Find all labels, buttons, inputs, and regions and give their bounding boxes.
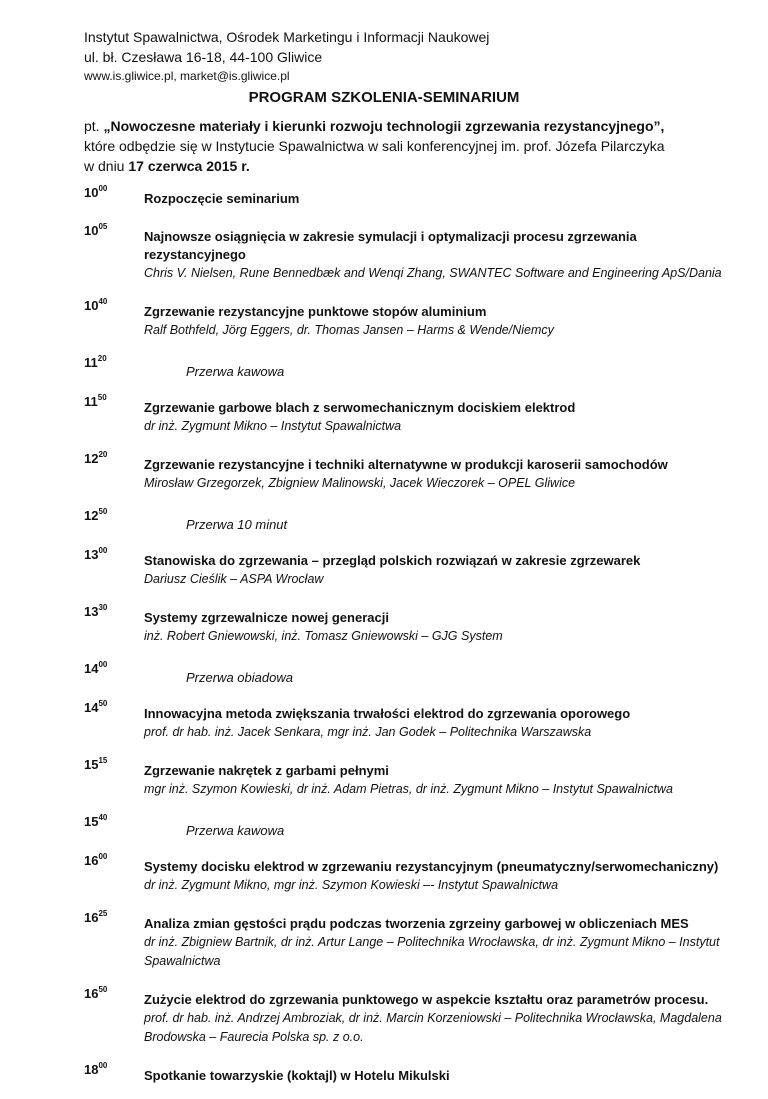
time-hour: 13 (84, 547, 99, 562)
agenda-time (84, 450, 144, 493)
time-hour: 16 (84, 910, 99, 925)
time-minutes: 00 (98, 1061, 108, 1070)
agenda-list (84, 184, 724, 1099)
talk-title: Innowacyjna metoda zwiększania trwałości elektrod do zgrzewania oporowego (144, 706, 631, 721)
agenda-time (84, 660, 144, 685)
time-minutes: 00 (98, 852, 108, 861)
talk-speakers: dr inż. Zygmunt Mikno, mgr inż. Szymon Kowieski –- Instytut Spawalnictwa (144, 878, 559, 892)
agenda-time (84, 354, 144, 379)
talk-title: Spotkanie towarzyskie (koktajl) w Hotelu Mikulski (144, 1068, 450, 1083)
agenda-break-row (84, 660, 724, 685)
agenda-row (84, 297, 724, 340)
intro-prefix: pt. (84, 118, 100, 134)
talk-speakers: Mirosław Grzegorzek, Zbigniew Malinowski, Jacek Wieczorek – OPEL Gliwice (144, 476, 576, 490)
talk-title: Najnowsze osiągnięcia w zakresie symulacji i optymalizacji procesu zgrzewania rezystancyjnego (144, 229, 637, 262)
time-hour: 11 (84, 355, 98, 370)
agenda-content (144, 184, 724, 208)
agenda-time (84, 297, 144, 340)
agenda-row (84, 222, 724, 283)
agenda-time (84, 909, 144, 971)
time-hour: 12 (84, 508, 99, 523)
time-hour: 11 (84, 394, 98, 409)
agenda-time (84, 852, 144, 895)
talk-title: Rozpoczęcie seminarium (144, 191, 300, 206)
time-hour: 16 (84, 986, 99, 1001)
time-minutes: 40 (98, 813, 108, 822)
agenda-time (84, 1061, 144, 1085)
agenda-time (84, 699, 144, 742)
agenda-content (144, 756, 724, 799)
seminar-topic: „Nowoczesne materiały i kierunki rozwoju technologii zgrzewania rezystancyjnego”, (103, 118, 665, 134)
agenda-content (144, 507, 724, 532)
break-label: Przerwa 10 minut (186, 517, 288, 532)
time-minutes: 50 (97, 393, 107, 402)
agenda-row (84, 184, 724, 208)
agenda-content (144, 985, 724, 1047)
break-label: Przerwa obiadowa (186, 670, 293, 685)
time-hour: 13 (84, 604, 99, 619)
talk-speakers: Ralf Bothfeld, Jörg Eggers, dr. Thomas Jansen – Harms & Wende/Niemcy (144, 323, 554, 337)
agenda-content (144, 393, 724, 436)
agenda-time (84, 222, 144, 283)
break-label: Przerwa kawowa (186, 823, 285, 838)
agenda-time (84, 756, 144, 799)
talk-speakers: prof. dr hab. inż. Andrzej Ambroziak, dr inż. Marcin Korzeniowski – Politechnika Wrocławska, Magdalena Brodowska – Faurecia Polska sp. z o.o. (144, 1011, 722, 1044)
time-hour: 12 (84, 451, 99, 466)
time-minutes: 00 (98, 660, 108, 669)
agenda-row (84, 546, 724, 589)
institute-name: Instytut Spawalnictwa, Ośrodek Marketingu i Informacji Naukowej (84, 29, 490, 45)
talk-title: Zgrzewanie garbowe blach z serwomechanicznym dociskiem elektrod (144, 400, 576, 415)
agenda-row (84, 450, 724, 493)
agenda-row (84, 756, 724, 799)
agenda-time (84, 507, 144, 532)
time-minutes: 05 (98, 222, 108, 231)
agenda-content (144, 852, 724, 895)
agenda-break-row (84, 813, 724, 838)
talk-speakers: dr inż. Zygmunt Mikno – Instytut Spawalnictwa (144, 419, 402, 433)
agenda-row (84, 393, 724, 436)
talk-speakers: Chris V. Nielsen, Rune Bennedbæk and Wenqi Zhang, SWANTEC Software and Engineering ApS/Dania (144, 266, 722, 280)
agenda-content (144, 1061, 724, 1085)
agenda-break-row (84, 507, 724, 532)
time-minutes: 30 (98, 603, 108, 612)
agenda-content (144, 450, 724, 493)
institute-contact: www.is.gliwice.pl, market@is.gliwice.pl (84, 69, 290, 83)
agenda-time (84, 813, 144, 838)
agenda-time (84, 393, 144, 436)
agenda-content (144, 660, 724, 685)
agenda-row (84, 985, 724, 1047)
time-minutes: 15 (98, 756, 108, 765)
time-hour: 10 (84, 298, 99, 313)
talk-speakers: inż. Robert Gniewowski, inż. Tomasz Gniewowski – GJG System (144, 629, 503, 643)
talk-title: Systemy zgrzewalnicze nowej generacji (144, 610, 389, 625)
talk-title: Zgrzewanie nakrętek z garbami pełnymi (144, 763, 389, 778)
seminar-date: 17 czerwca 2015 r. (128, 158, 250, 174)
agenda-content (144, 354, 724, 379)
agenda-content (144, 813, 724, 838)
talk-title: Stanowiska do zgrzewania – przegląd polskich rozwiązań w zakresie zgrzewarek (144, 553, 641, 568)
talk-title: Zgrzewanie rezystancyjne i techniki alternatywne w produkcji karoserii samochodów (144, 457, 668, 472)
agenda-time (84, 603, 144, 646)
talk-title: Zgrzewanie rezystancyjne punktowe stopów aluminium (144, 304, 487, 319)
time-hour: 10 (84, 185, 99, 200)
seminar-venue: które odbędzie się w Instytucie Spawalnictwa w sali konferencyjnej im. prof. Józefa Pilarczyka (84, 138, 665, 154)
time-minutes: 00 (98, 184, 108, 193)
program-title: PROGRAM SZKOLENIA-SEMINARIUM (248, 89, 520, 106)
time-minutes: 50 (98, 699, 108, 708)
agenda-row (84, 909, 724, 971)
agenda-break-row (84, 354, 724, 379)
time-hour: 14 (84, 700, 99, 715)
talk-title: Zużycie elektrod do zgrzewania punktowego w aspekcie kształtu oraz parametrów procesu. (144, 992, 709, 1007)
agenda-row (84, 603, 724, 646)
time-hour: 18 (84, 1062, 99, 1077)
talk-title: Systemy docisku elektrod w zgrzewaniu rezystancyjnym (pneumatyczny/serwomechaniczny) (144, 859, 719, 874)
talk-title: Analiza zmian gęstości prądu podczas tworzenia zgrzeiny garbowej w obliczeniach MES (144, 916, 689, 931)
time-minutes: 00 (98, 546, 108, 555)
agenda-content (144, 222, 724, 283)
agenda-time (84, 184, 144, 208)
agenda-content (144, 909, 724, 971)
talk-speakers: Dariusz Cieślik – ASPA Wrocław (144, 572, 324, 586)
time-minutes: 50 (98, 985, 108, 994)
time-minutes: 20 (98, 450, 108, 459)
time-minutes: 20 (97, 354, 107, 363)
agenda-content (144, 297, 724, 340)
agenda-content (144, 699, 724, 742)
talk-speakers: prof. dr hab. inż. Jacek Senkara, mgr inż. Jan Godek – Politechnika Warszawska (144, 725, 592, 739)
time-hour: 15 (84, 757, 99, 772)
time-minutes: 50 (98, 507, 108, 516)
agenda-time (84, 985, 144, 1047)
document-header (84, 27, 489, 85)
agenda-row (84, 1061, 724, 1085)
agenda-row (84, 699, 724, 742)
time-hour: 14 (84, 661, 99, 676)
agenda-time (84, 546, 144, 589)
time-minutes: 25 (98, 909, 108, 918)
institute-address: ul. bł. Czesława 16-18, 44-100 Gliwice (84, 49, 323, 65)
talk-speakers: dr inż. Zbigniew Bartnik, dr inż. Artur Lange – Politechnika Wrocławska, dr inż. Zygmunt Mikno – Instytut Spawalnictwa (144, 935, 720, 968)
date-prefix: w dniu (84, 158, 125, 174)
agenda-row (84, 852, 724, 895)
time-hour: 10 (84, 223, 99, 238)
agenda-content (144, 603, 724, 646)
talk-speakers: mgr inż. Szymon Kowieski, dr inż. Adam Pietras, dr inż. Zygmunt Mikno – Instytut Spawalnictwa (144, 782, 673, 796)
agenda-content (144, 546, 724, 589)
time-hour: 16 (84, 853, 99, 868)
break-label: Przerwa kawowa (186, 364, 285, 379)
time-minutes: 40 (98, 297, 108, 306)
seminar-intro (84, 116, 684, 176)
time-hour: 15 (84, 814, 99, 829)
